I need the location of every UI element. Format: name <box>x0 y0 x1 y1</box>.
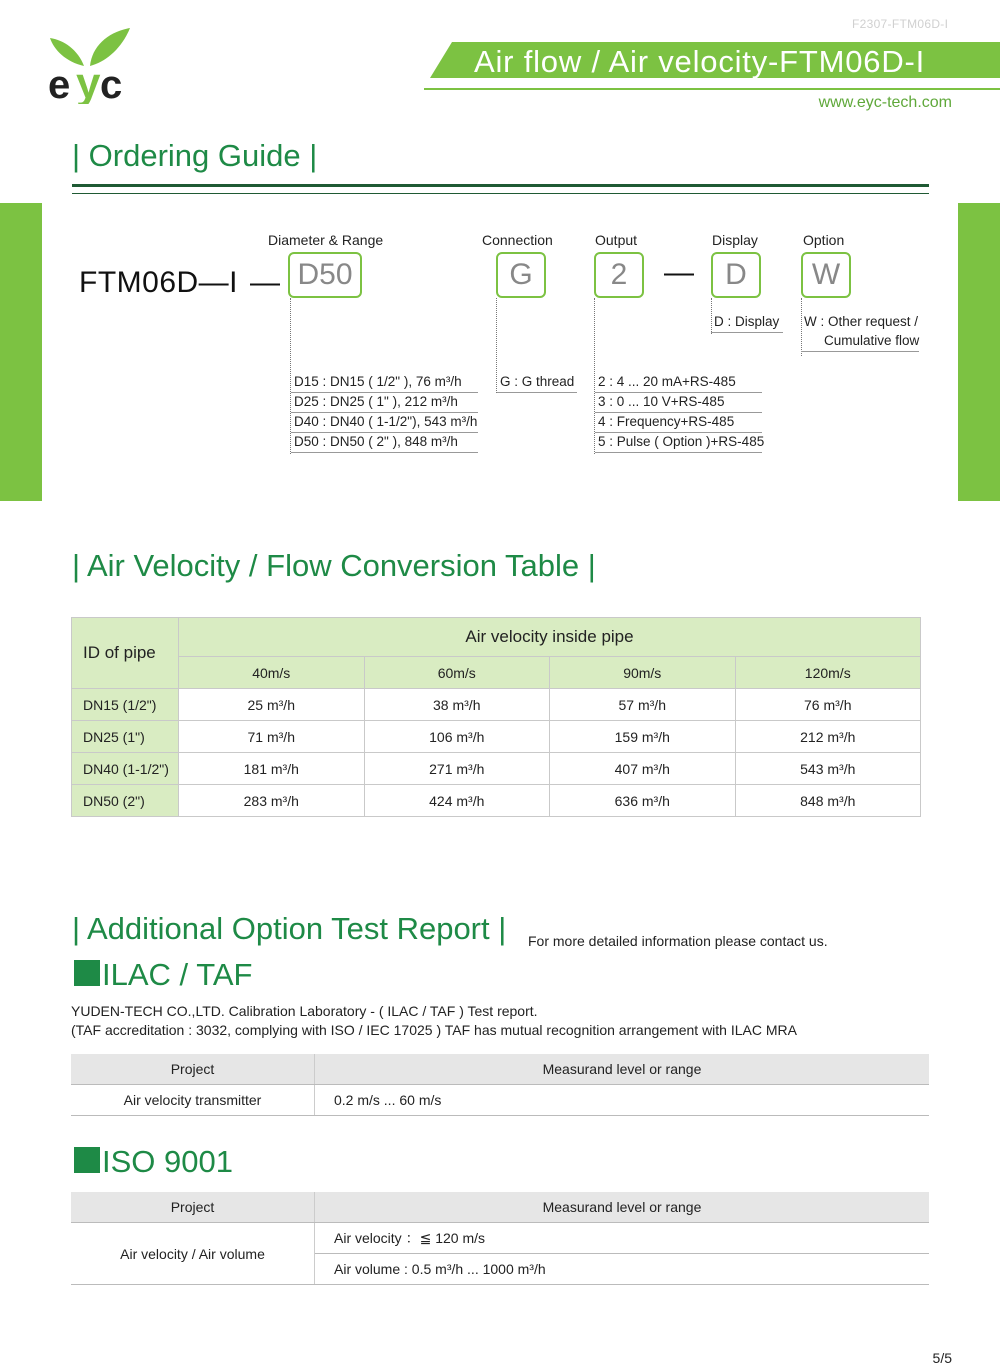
flow-cell: 848 m³/h <box>735 785 921 817</box>
diameter-options <box>291 373 478 453</box>
title-rule-thick <box>72 184 929 187</box>
output-option: 4 : Frequency+RS-485 <box>595 413 762 433</box>
pipe-size-cell: DN15 (1/2") <box>72 689 179 721</box>
option-code-box: W <box>801 252 851 298</box>
output-code-box: 2 <box>594 252 644 298</box>
flow-cell: 407 m³/h <box>550 753 736 785</box>
flow-cell: 283 m³/h <box>179 785 365 817</box>
pipe-size-cell: DN25 (1") <box>72 721 179 753</box>
table-row <box>72 689 921 721</box>
website-link[interactable]: www.eyc-tech.com <box>818 94 952 111</box>
project-cell: Air velocity / Air volume <box>71 1223 315 1285</box>
flow-cell: 424 m³/h <box>364 785 550 817</box>
range-cell: Air volume : 0.5 m³/h ... 1000 m³/h <box>315 1254 930 1285</box>
test-report-title: | Additional Option Test Report | <box>72 911 507 946</box>
option-option: W : Other request / <box>804 314 919 329</box>
range-cell: 0.2 m/s ... 60 m/s <box>315 1085 930 1116</box>
diameter-range-label: Diameter & Range <box>268 232 384 248</box>
option-label: Option <box>803 232 845 248</box>
title-rule-thin <box>72 193 929 194</box>
output-options <box>595 373 765 453</box>
flow-cell: 181 m³/h <box>179 753 365 785</box>
output-label: Output <box>595 232 638 248</box>
output-option: 2 : 4 ... 20 mA+RS-485 <box>595 373 762 393</box>
pipe-size-cell: DN50 (2") <box>72 785 179 817</box>
logo-leaf-icon <box>46 26 136 104</box>
table-row <box>72 721 921 753</box>
conversion-table-title: | Air Velocity / Flow Conversion Table | <box>72 548 596 583</box>
table-row <box>72 785 921 817</box>
left-accent-bar <box>0 203 42 501</box>
flow-cell: 106 m³/h <box>364 721 550 753</box>
contact-note: For more detailed information please contact us. <box>528 933 828 949</box>
table-row <box>72 753 921 785</box>
velocity-column-header: 90m/s <box>550 657 736 689</box>
page-number: 5/5 <box>932 1350 952 1366</box>
square-bullet-icon <box>74 960 100 986</box>
flow-cell: 271 m³/h <box>364 753 550 785</box>
ilac-report-table <box>71 1054 929 1116</box>
iso-report-table <box>71 1192 929 1285</box>
project-cell: Air velocity transmitter <box>71 1085 315 1116</box>
project-column-header: Project <box>71 1054 315 1085</box>
diameter-code-box: D50 <box>288 252 362 298</box>
banner-underline <box>424 88 1000 90</box>
svg-text:c: c <box>100 63 123 104</box>
flow-cell: 543 m³/h <box>735 753 921 785</box>
svg-text:y: y <box>76 59 101 104</box>
output-option: 5 : Pulse ( Option )+RS-485 <box>595 433 762 453</box>
flow-cell: 159 m³/h <box>550 721 736 753</box>
connection-code-box: G <box>496 252 546 298</box>
right-accent-bar <box>958 203 1000 501</box>
connection-options <box>497 373 577 393</box>
display-label: Display <box>712 232 758 248</box>
table-row <box>71 1085 929 1116</box>
separator-dash: — <box>250 266 280 299</box>
ilac-description-line2: (TAF accreditation : 3032, complying with ISO / IEC 17025 ) TAF has mutual recognition arrangement with ILAC MRA <box>71 1022 797 1038</box>
connection-label: Connection <box>482 232 553 248</box>
diameter-option: D50 : DN50 ( 2" ), 848 m³/h <box>291 433 478 453</box>
option-option: Cumulative flow <box>801 332 919 352</box>
model-number: FTM06D—I <box>79 266 239 299</box>
diameter-option: D25 : DN25 ( 1" ), 212 m³/h <box>291 393 478 413</box>
banner-title: Air flow / Air velocity-FTM06D-I <box>474 44 926 79</box>
diameter-option: D40 : DN40 ( 1-1/2"), 543 m³/h <box>291 413 478 433</box>
range-column-header: Measurand level or range <box>315 1192 930 1223</box>
velocity-column-header: 60m/s <box>364 657 550 689</box>
id-of-pipe-header: ID of pipe <box>72 618 179 689</box>
flow-cell: 636 m³/h <box>550 785 736 817</box>
velocity-column-header: 40m/s <box>179 657 365 689</box>
flow-cell: 76 m³/h <box>735 689 921 721</box>
table-row <box>71 1223 929 1254</box>
iso-9001-title: ISO 9001 <box>74 1144 233 1180</box>
option-options <box>801 313 919 352</box>
ilac-taf-title: ILAC / TAF <box>74 957 252 993</box>
range-column-header: Measurand level or range <box>315 1054 930 1085</box>
document-id: F2307-FTM06D-I <box>852 17 949 31</box>
square-bullet-icon <box>74 1147 100 1173</box>
display-code-box: D <box>711 252 761 298</box>
diameter-option: D15 : DN15 ( 1/2" ), 76 m³/h <box>291 373 478 393</box>
ordering-guide-title: | Ordering Guide | <box>72 138 318 173</box>
air-velocity-group-header: Air velocity inside pipe <box>179 618 921 657</box>
range-cell: Air velocity ：≦ 120 m/s <box>315 1223 930 1254</box>
velocity-column-header: 120m/s <box>735 657 921 689</box>
connection-option: G : G thread <box>497 373 577 393</box>
flow-cell: 71 m³/h <box>179 721 365 753</box>
ilac-description-line1: YUDEN-TECH CO.,LTD. Calibration Laboratory - ( ILAC / TAF ) Test report. <box>71 1003 538 1019</box>
separator-dash: — <box>664 256 694 289</box>
eyc-logo <box>46 26 136 104</box>
project-column-header: Project <box>71 1192 315 1223</box>
output-option: 3 : 0 ... 10 V+RS-485 <box>595 393 762 413</box>
flow-cell: 212 m³/h <box>735 721 921 753</box>
logo-text: e <box>48 63 71 104</box>
display-options <box>711 313 783 333</box>
pipe-size-cell: DN40 (1-1/2") <box>72 753 179 785</box>
flow-cell: 38 m³/h <box>364 689 550 721</box>
display-option: D : Display <box>711 313 783 333</box>
conversion-table <box>71 617 921 817</box>
flow-cell: 25 m³/h <box>179 689 365 721</box>
flow-cell: 57 m³/h <box>550 689 736 721</box>
